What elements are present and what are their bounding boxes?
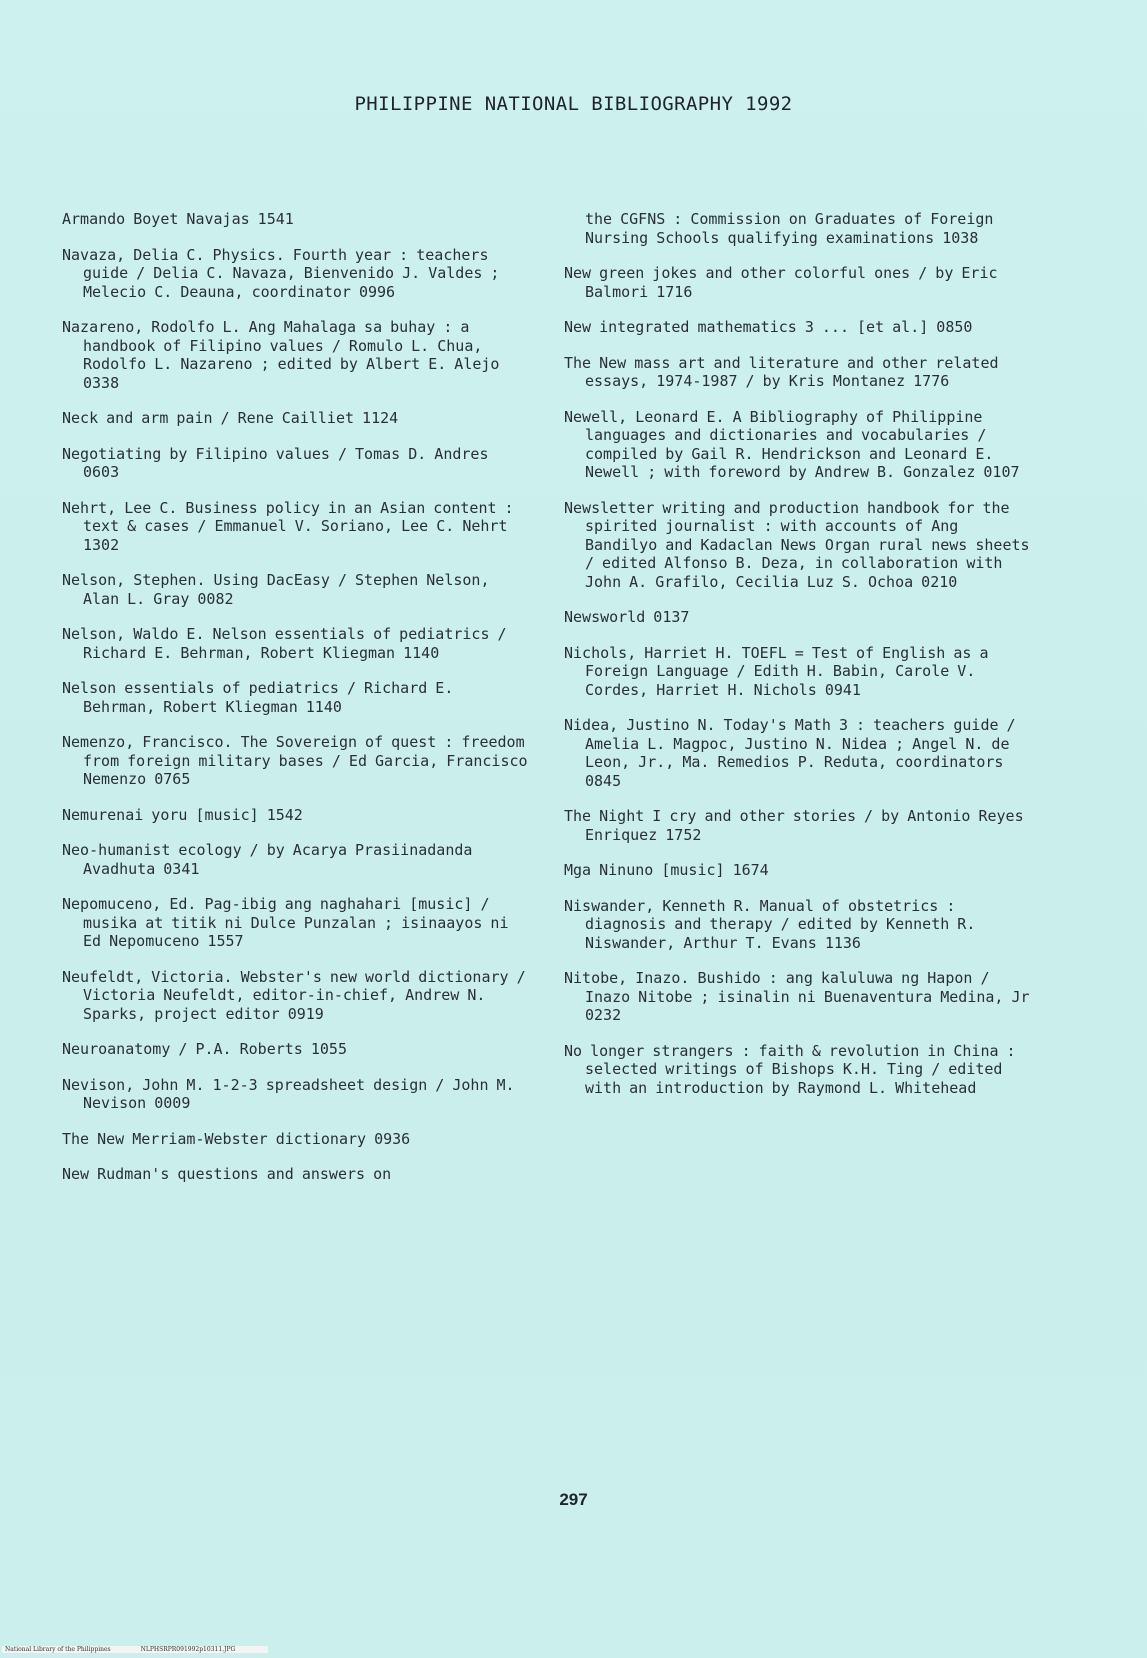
bibliography-entry: New Rudman's questions and answers on (62, 1165, 392, 1183)
bibliography-entry: Niswander, Kenneth R. Manual of obstetrics : diagnosis and therapy / edited by Kenneth R. Niswander, Arthur T. Evans 1136 (564, 896, 976, 952)
bibliography-entry: Nazareno, Rodolfo L. Ang Mahalaga sa buhay : a handbook of Filipino values / Romulo L. Chua, Rodolfo L. Nazareno ; edited by Albert E. Alejo 0338 (62, 318, 500, 392)
bibliography-entry: Mga Ninuno [music] 1674 (564, 861, 769, 879)
page-number: 297 (559, 1490, 588, 1509)
bibliography-entry: Negotiating by Filipino values / Tomas D. Andres 0603 (62, 444, 489, 481)
footer-library: National Library of the Philippines (5, 1646, 111, 1653)
bibliography-entry: The Night I cry and other stories / by Antonio Reyes Enriquez 1752 (564, 807, 1024, 844)
bibliography-entry-continuation: the CGFNS : Commission on Graduates of Foreign Nursing Schools qualifying examinations 1038 (585, 210, 994, 247)
bibliography-entry: Neck and arm pain / Rene Cailliet 1124 (62, 409, 399, 427)
bibliography-entry: Newsletter writing and production handbook for the spirited journalist : with accounts of Ang Bandilyo and Kadaclan News Organ rural news sheets / edited Alfonso B. Deza, in collaboration with John A. Grafilo, Cecilia Luz S. Ochoa 0210 (564, 498, 1030, 591)
bibliography-entry: The New mass art and literature and other related essays, 1974-1987 / by Kris Montanez 1776 (564, 353, 999, 390)
bibliography-entry: Nelson, Waldo E. Nelson essentials of pediatrics / Richard E. Behrman, Robert Kliegman 1140 (62, 625, 507, 662)
bibliography-entry: No longer strangers : faith & revolution in China : selected writings of Bishops K.H. Ting / edited with an introduction by Raymond L. Whitehead (564, 1041, 1016, 1097)
bibliography-entry: New green jokes and other colorful ones / by Eric Balmori 1716 (564, 264, 998, 301)
bibliography-entry: Nepomuceno, Ed. Pag-ibig ang naghahari [music] / musika at titik ni Dulce Punzalan ; isinaayos ni Ed Nepomuceno 1557 (62, 895, 509, 950)
bibliography-entry: Neo-humanist ecology / by Acarya Prasiinadanda Avadhuta 0341 (62, 841, 473, 878)
bibliography-entry: Nelson, Stephen. Using DacEasy / Stephen Nelson, Alan L. Gray 0082 (62, 571, 490, 608)
scan-footer (2, 1646, 268, 1653)
left-column (62, 210, 532, 1201)
bibliography-entry: Nichols, Harriet H. TOEFL = Test of English as a Foreign Language / Edith H. Babin, Carole V. Cordes, Harriet H. Nichols 0941 (564, 643, 989, 699)
bibliography-entry: Neufeldt, Victoria. Webster's new world dictionary / Victoria Neufeldt, editor-in-chief, Andrew N. Sparks, project editor 0919 (62, 967, 526, 1023)
bibliography-entry: Nemurenai yoru [music] 1542 (62, 805, 303, 824)
footer-filename: NLPHSRPR091992p10311.JPG (140, 1646, 236, 1653)
bibliography-entry: Nidea, Justino N. Today's Math 3 : teachers guide / Amelia L. Magpoc, Justino N. Nidea ; Angel N. de Leon, Jr., Ma. Remedios P. Reduta, coordinators 0845 (564, 716, 1016, 790)
bibliography-entry: Armando Boyet Navajas 1541 (62, 210, 294, 228)
bibliography-entry: Nevison, John M. 1-2-3 spreadsheet design / John M. Nevison 0009 (62, 1075, 515, 1112)
bibliography-entry: Neuroanatomy / P.A. Roberts 1055 (62, 1040, 347, 1058)
bibliography-entry: Nemenzo, Francisco. The Sovereign of quest : freedom from foreign military bases / Ed Garcia, Francisco Nemenzo 0765 (62, 733, 528, 788)
bibliography-entry: Newsworld 0137 (564, 608, 690, 626)
bibliography-entry: Nehrt, Lee C. Business policy in an Asian content : text & cases / Emmanuel V. Soriano, Lee C. Nehrt 1302 (62, 498, 514, 554)
page-title: PHILIPPINE NATIONAL BIBLIOGRAPHY 1992 (354, 93, 793, 115)
bibliography-entry: The New Merriam-Webster dictionary 0936 (62, 1129, 411, 1148)
right-column (564, 210, 1034, 1114)
bibliography-entry: New integrated mathematics 3 ... [et al.] 0850 (564, 318, 973, 336)
bibliography-entry: Nelson essentials of pediatrics / Richard E. Behrman, Robert Kliegman 1140 (62, 679, 454, 716)
bibliography-entry: Navaza, Delia C. Physics. Fourth year : teachers guide / Delia C. Navaza, Bienvenido J. Valdes ; Melecio C. Deauna, coordinator 0996 (62, 245, 500, 301)
bibliography-entry: Newell, Leonard E. A Bibliography of Philippine languages and dictionaries and vocabularies / compiled by Gail R. Hendrickson and Leonard E. Newell ; with foreword by Andrew B. Gonzalez 0107 (564, 407, 1020, 481)
bibliography-entry: Nitobe, Inazo. Bushido : ang kaluluwa ng Hapon / Inazo Nitobe ; isinalin ni Buenaventura Medina, Jr 0232 (564, 969, 1030, 1024)
